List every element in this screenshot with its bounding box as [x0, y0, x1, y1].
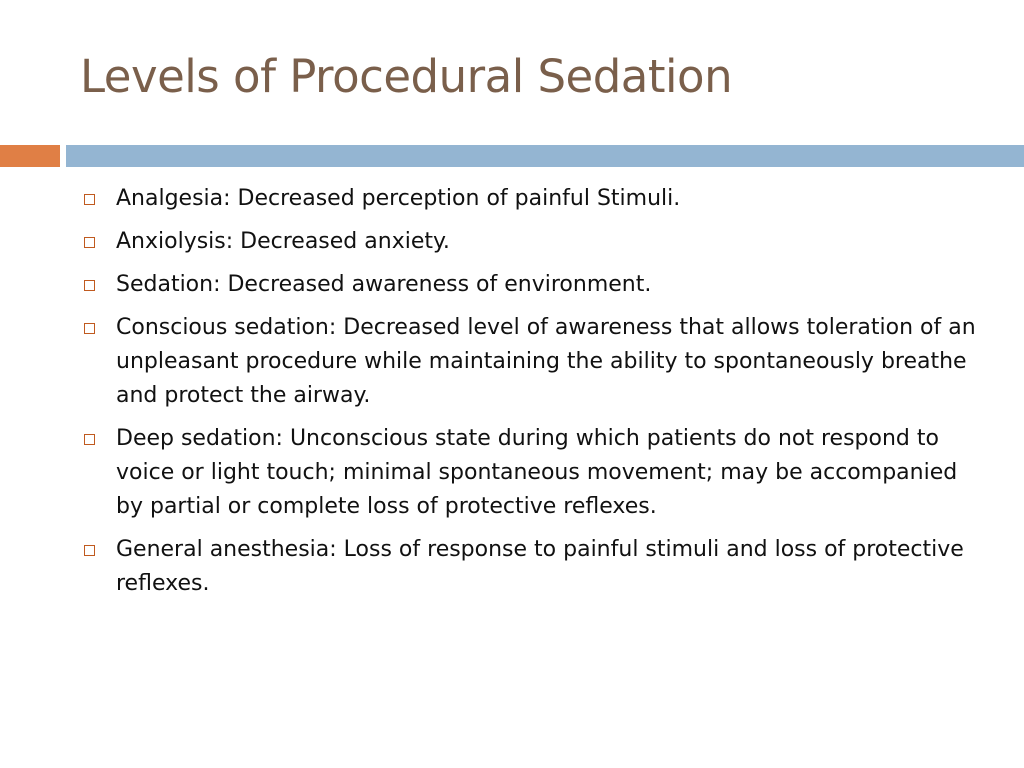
bullet-text: General anesthesia: Loss of response to painful stimuli and loss of protective reflexes.: [116, 537, 964, 596]
square-bullet-icon: [84, 323, 95, 334]
bullet-text: Deep sedation: Unconscious state during which patients do not respond to voice or light touch; minimal spontaneous movement; may be accompanied by partial or complete loss of protective reflexes.: [116, 426, 958, 519]
slide-title: Levels of Procedural Sedation: [80, 50, 733, 103]
bullet-item: [80, 533, 980, 601]
bullet-text: Anxiolysis: Decreased anxiety.: [116, 229, 450, 254]
bullet-item: [80, 422, 980, 524]
bullet-text: Analgesia: Decreased perception of painful Stimuli.: [116, 186, 681, 211]
bullet-list: [80, 182, 980, 610]
square-bullet-icon: [84, 545, 95, 556]
bullet-item: [80, 225, 980, 259]
bullet-text: Sedation: Decreased awareness of environment.: [116, 272, 652, 297]
bullet-text: Conscious sedation: Decreased level of awareness that allows toleration of an unpleasant procedure while maintaining the ability to spontaneously breathe and protect the airway.: [116, 315, 976, 408]
bullet-item: [80, 311, 980, 413]
square-bullet-icon: [84, 434, 95, 445]
accent-bar-blue: [66, 145, 1024, 167]
square-bullet-icon: [84, 194, 95, 205]
bullet-item: [80, 182, 980, 216]
square-bullet-icon: [84, 280, 95, 291]
accent-bar-orange: [0, 145, 60, 167]
bullet-item: [80, 268, 980, 302]
square-bullet-icon: [84, 237, 95, 248]
